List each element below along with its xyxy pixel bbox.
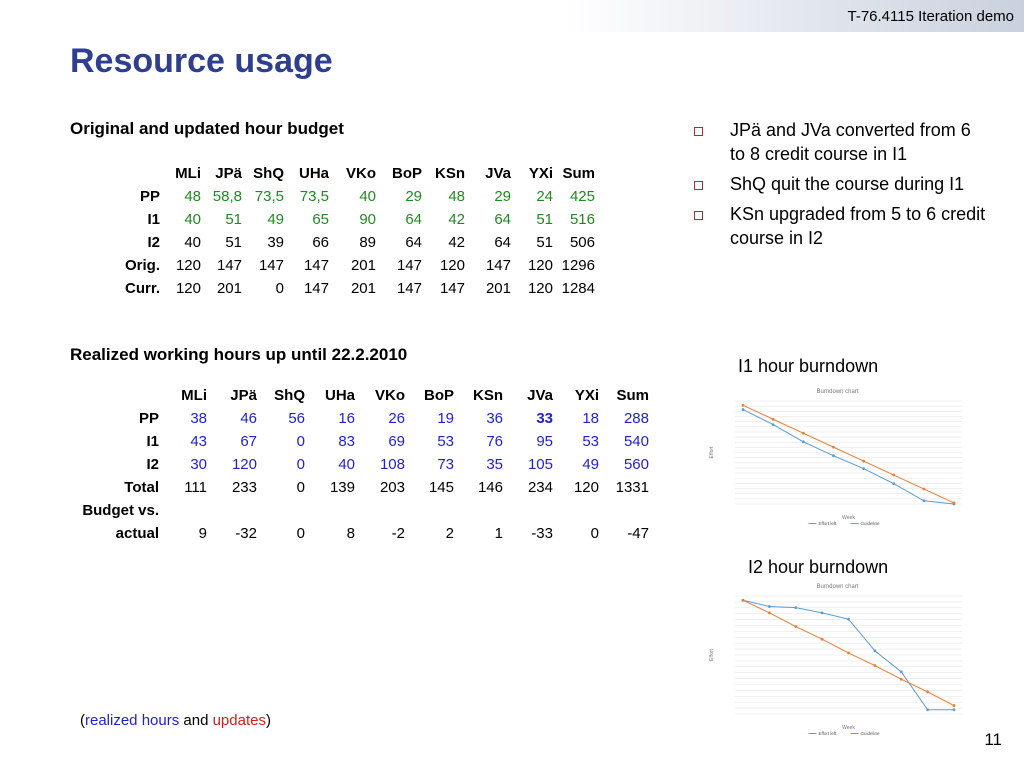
column-header: Sum [562, 165, 595, 182]
table-row [62, 499, 649, 522]
column-header: KSn [435, 165, 465, 182]
table-cell: 0 [296, 525, 305, 542]
row-label: PP [138, 410, 159, 427]
table-cell: 147 [485, 257, 511, 274]
column-header: ShQ [253, 165, 284, 182]
table-cell [207, 499, 257, 522]
table-cell: 9 [198, 525, 207, 542]
column-header: JPä [230, 387, 257, 404]
notes-list [690, 118, 990, 256]
note-item: JPä and JVa converted from 6 to 8 credit course in I1 [690, 118, 990, 166]
table-cell [355, 499, 405, 522]
table-cell: 1 [494, 525, 503, 542]
table-cell [159, 499, 207, 522]
table-cell: 30 [190, 456, 207, 473]
data-point [802, 440, 805, 443]
course-name: T-76.4115 Iteration demo [847, 8, 1014, 25]
table-cell: -47 [627, 525, 649, 542]
table-cell [257, 499, 305, 522]
table-cell: 0 [590, 525, 599, 542]
column-header: UHa [298, 165, 329, 182]
table-cell: 95 [536, 433, 553, 450]
column-header: JPä [215, 165, 242, 182]
table-cell: 1296 [561, 257, 595, 274]
data-point [832, 446, 835, 449]
table-cell: 40 [184, 211, 201, 228]
table-row [70, 185, 595, 208]
table-row [62, 407, 649, 430]
column-header: Sum [616, 387, 649, 404]
data-point [926, 708, 929, 711]
table-cell [599, 499, 649, 522]
table-cell: 0 [275, 280, 284, 297]
corner-cell [62, 384, 159, 407]
legend-effort-text: Effort left [818, 521, 837, 526]
table-cell: 147 [303, 280, 329, 297]
data-point [892, 482, 895, 485]
table-cell: 120 [231, 456, 257, 473]
table-row [70, 254, 595, 277]
table-cell: 43 [190, 433, 207, 450]
table-cell: 201 [350, 257, 376, 274]
table-cell: 42 [448, 211, 465, 228]
table-cell: -33 [531, 525, 553, 542]
table-cell [405, 499, 454, 522]
table-cell: 516 [569, 211, 595, 228]
table-cell: 288 [623, 410, 649, 427]
table-cell: 40 [184, 234, 201, 251]
data-point [794, 625, 797, 628]
table-cell: 40 [338, 456, 355, 473]
table-cell: 51 [536, 211, 553, 228]
i1-burndown-chart [705, 385, 970, 530]
data-point [873, 649, 876, 652]
table-cell: 36 [486, 410, 503, 427]
table-cell: 201 [485, 280, 511, 297]
table-cell: 120 [439, 257, 465, 274]
table-cell: 120 [175, 257, 201, 274]
table-cell: 90 [359, 211, 376, 228]
table-cell: 76 [486, 433, 503, 450]
table-row [62, 430, 649, 453]
table-cell: 58,8 [212, 188, 242, 205]
i2-burndown-chart [705, 580, 970, 740]
table-cell: 1331 [615, 479, 649, 496]
table-cell: 49 [267, 211, 284, 228]
table-cell: 40 [359, 188, 376, 205]
table-cell: 29 [405, 188, 422, 205]
table-cell: 51 [225, 234, 242, 251]
slide-title: Resource usage [70, 42, 333, 80]
chart-title: Burndown chart [816, 584, 859, 590]
table-cell: 203 [379, 479, 405, 496]
table-cell: 139 [329, 479, 355, 496]
table-cell: 49 [582, 456, 599, 473]
table-cell: 145 [428, 479, 454, 496]
table-cell: 147 [396, 257, 422, 274]
table-cell: 560 [623, 456, 649, 473]
table-cell: 147 [396, 280, 422, 297]
table-cell: 56 [288, 410, 305, 427]
table-cell [553, 499, 599, 522]
data-point [892, 474, 895, 477]
row-label: Budget vs. [82, 502, 159, 519]
table-row [70, 277, 595, 300]
data-point [926, 690, 929, 693]
row-label: Total [124, 479, 159, 496]
table-cell: 48 [448, 188, 465, 205]
table-cell: 48 [184, 188, 201, 205]
table-cell: 67 [240, 433, 257, 450]
table-cell: 53 [582, 433, 599, 450]
column-header: UHa [324, 387, 355, 404]
data-point [847, 651, 850, 654]
data-point [922, 499, 925, 502]
chart-title: Burndown chart [816, 389, 859, 395]
table-cell: 53 [437, 433, 454, 450]
data-point [953, 502, 956, 505]
table-cell: 425 [569, 188, 595, 205]
data-point [772, 418, 775, 421]
table-cell: 73,5 [254, 188, 284, 205]
table-cell: 0 [296, 433, 305, 450]
data-point [768, 605, 771, 608]
table-cell: 120 [175, 280, 201, 297]
column-header: JVa [527, 387, 553, 404]
table-cell: 2 [445, 525, 454, 542]
table-cell: 506 [569, 234, 595, 251]
realized-heading: Realized working hours up until 22.2.2010 [70, 345, 408, 364]
table-cell: 147 [439, 280, 465, 297]
table-cell: 105 [527, 456, 553, 473]
column-header: YXi [528, 165, 553, 182]
column-header: BoP [424, 387, 454, 404]
column-header: VKo [346, 165, 376, 182]
column-header: KSn [473, 387, 503, 404]
table-cell: 51 [536, 234, 553, 251]
legend-updates: updates [212, 712, 266, 729]
table-cell: 201 [350, 280, 376, 297]
x-axis-label: Week [842, 725, 855, 731]
table-cell: 35 [486, 456, 503, 473]
corner-cell [70, 162, 160, 185]
table-cell: 64 [494, 234, 511, 251]
data-point [742, 408, 745, 411]
row-label: I1 [146, 433, 159, 450]
table-cell: 89 [359, 234, 376, 251]
table-cell: 201 [216, 280, 242, 297]
table-cell: 108 [379, 456, 405, 473]
i2-burndown-label: I2 hour burndown [748, 557, 889, 577]
table-row [62, 522, 649, 545]
table-cell: 29 [494, 188, 511, 205]
table-cell [305, 499, 355, 522]
legend-guideline-text: Guideline [860, 521, 880, 526]
data-point [742, 599, 745, 602]
y-axis-label: Effort [709, 446, 715, 459]
table-cell: 46 [240, 410, 257, 427]
data-point [900, 678, 903, 681]
table-cell: 1284 [561, 280, 595, 297]
column-header: JVa [485, 165, 511, 182]
table-cell: 65 [312, 211, 329, 228]
data-point [922, 488, 925, 491]
table-row [62, 476, 649, 499]
table-cell: 147 [303, 257, 329, 274]
table-cell [454, 499, 503, 522]
realized-table [62, 384, 649, 545]
table-cell: 540 [623, 433, 649, 450]
row-label: I2 [147, 234, 160, 251]
legend-effort-text: Effort left [818, 731, 837, 736]
budget-heading: Original and updated hour budget [70, 119, 344, 138]
color-legend: (realized hours and updates) [80, 712, 271, 729]
table-cell: 120 [527, 280, 553, 297]
table-cell: 64 [405, 234, 422, 251]
column-header: BoP [392, 165, 422, 182]
budget-table [70, 162, 595, 300]
table-cell: 26 [388, 410, 405, 427]
table-cell: 8 [346, 525, 355, 542]
row-label: I1 [147, 211, 160, 228]
table-cell: 39 [267, 234, 284, 251]
table-cell: 18 [582, 410, 599, 427]
table-cell: 147 [258, 257, 284, 274]
table-cell: 120 [573, 479, 599, 496]
column-header: MLi [181, 387, 207, 404]
data-point [862, 467, 865, 470]
data-point [953, 708, 956, 711]
table-cell: 24 [536, 188, 553, 205]
column-header: YXi [574, 387, 599, 404]
legend-realized: realized hours [85, 712, 180, 729]
table-cell: 19 [437, 410, 454, 427]
column-header: MLi [175, 165, 201, 182]
data-point [900, 670, 903, 673]
square-bullet-icon [694, 211, 703, 220]
row-label: I2 [146, 456, 159, 473]
data-point [802, 432, 805, 435]
table-cell: 69 [388, 433, 405, 450]
data-point [772, 423, 775, 426]
table-cell: -2 [391, 525, 405, 542]
chart-background [705, 580, 970, 740]
data-point [742, 404, 745, 407]
table-cell: 146 [477, 479, 503, 496]
table-cell: 120 [527, 257, 553, 274]
row-label: Orig. [124, 257, 160, 274]
row-label: PP [139, 188, 160, 205]
table-cell: 83 [338, 433, 355, 450]
square-bullet-icon [694, 181, 703, 190]
data-point [794, 606, 797, 609]
table-cell: 111 [184, 479, 207, 496]
data-point [862, 460, 865, 463]
note-item: ShQ quit the course during I1 [690, 172, 990, 196]
data-point [821, 611, 824, 614]
table-cell: 16 [338, 410, 355, 427]
row-label: actual [115, 525, 159, 542]
table-cell: 64 [405, 211, 422, 228]
table-cell: 64 [494, 211, 511, 228]
y-axis-label: Effort [709, 649, 715, 661]
data-point [832, 454, 835, 457]
data-point [873, 664, 876, 667]
table-cell: 38 [190, 410, 207, 427]
data-point [847, 618, 850, 621]
table-cell: 51 [225, 211, 242, 228]
page-number: 11 [984, 730, 1002, 749]
data-point [821, 638, 824, 641]
row-label: Curr. [124, 280, 160, 297]
table-cell: 234 [527, 479, 553, 496]
square-bullet-icon [694, 127, 703, 136]
table-cell [503, 499, 553, 522]
table-cell: -32 [235, 525, 257, 542]
column-header: ShQ [274, 387, 305, 404]
table-cell: 0 [296, 456, 305, 473]
table-cell: 73,5 [299, 188, 329, 205]
table-cell: 73 [437, 456, 454, 473]
table-row [62, 453, 649, 476]
column-header: VKo [375, 387, 405, 404]
table-cell: 147 [216, 257, 242, 274]
note-item: KSn upgraded from 5 to 6 credit course in I2 [690, 202, 990, 250]
table-row [70, 208, 595, 231]
table-cell: 33 [536, 410, 553, 427]
data-point [953, 704, 956, 707]
i1-burndown-label: I1 hour burndown [738, 356, 879, 376]
table-cell: 233 [231, 479, 257, 496]
table-row [70, 231, 595, 254]
table-cell: 0 [296, 479, 305, 496]
table-cell: 42 [448, 234, 465, 251]
table-cell: 66 [312, 234, 329, 251]
data-point [768, 611, 771, 614]
x-axis-label: Week [842, 515, 855, 521]
legend-guideline-text: Guideline [860, 731, 880, 736]
